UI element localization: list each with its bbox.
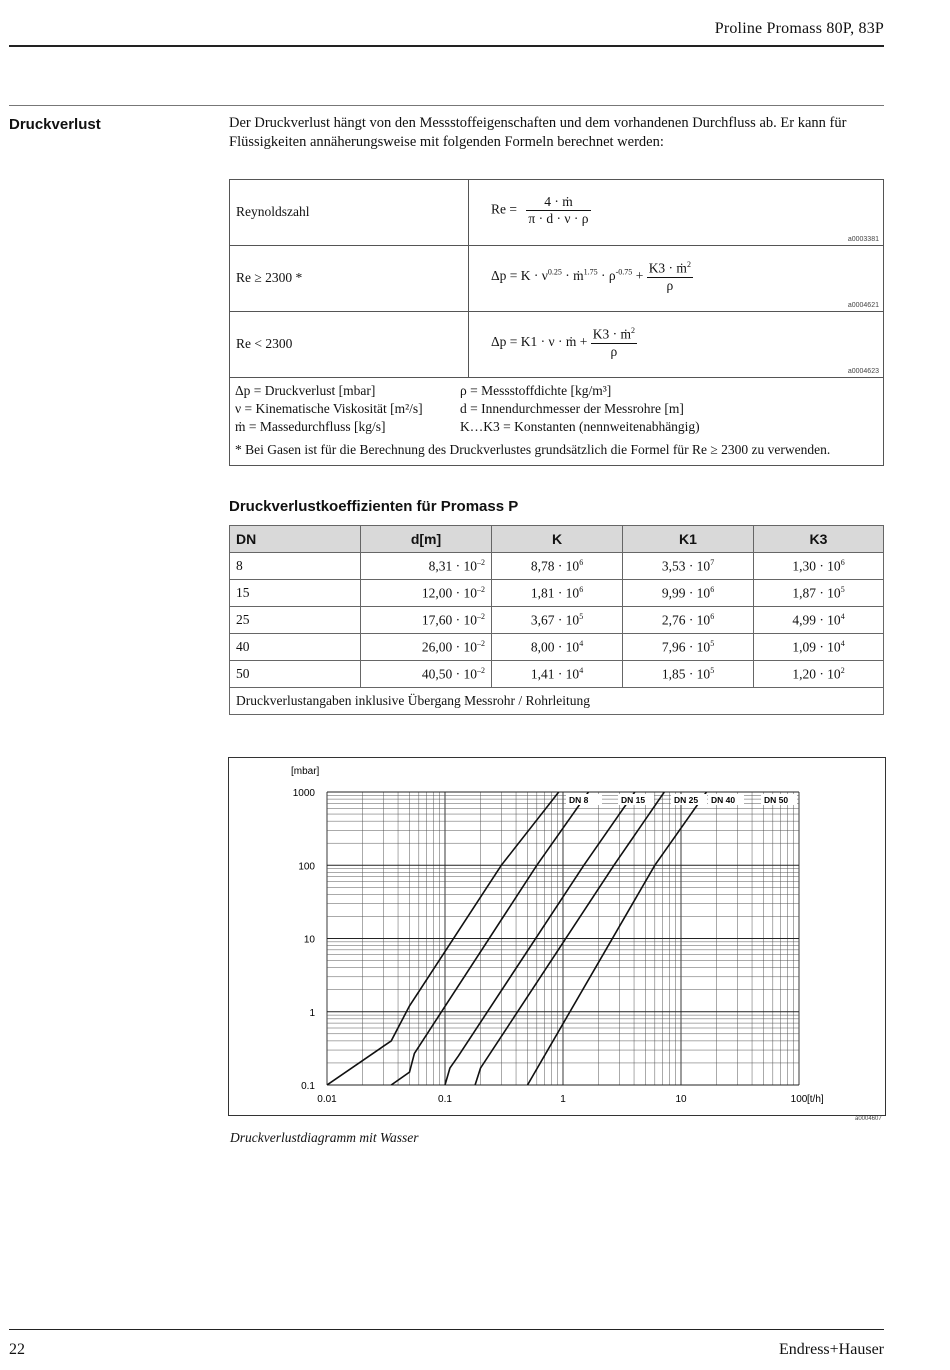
series-line xyxy=(475,758,703,1085)
cell-k3: $4,99 \cdot 10^4$ xyxy=(754,607,884,634)
formula-footnote: * Bei Gasen ist für die Berechnung des Druckverlustes grundsätzlich die Formel für Re ≥ 2300 zu verwenden. xyxy=(235,442,831,457)
x-tick-label: 1 xyxy=(560,1094,566,1105)
document-header-title: Proline Promass 80P, 83P xyxy=(714,20,884,37)
x-tick-label: 0.01 xyxy=(317,1094,337,1105)
table-row xyxy=(230,580,884,607)
cell-d: $8,31 \cdot 10^{-2}$ xyxy=(361,553,492,580)
formula-row-label: Re ≥ 2300 * xyxy=(230,246,469,312)
cell-k1: $1,85 \cdot 10^5$ xyxy=(623,661,754,688)
table-row xyxy=(230,553,884,580)
brand-name: Endress+Hauser xyxy=(779,1341,884,1358)
series-label: DN 25 xyxy=(674,795,699,805)
cell-k3: $1,30 \cdot 10^6$ xyxy=(754,553,884,580)
formula-reynolds: Re = $\frac{\text{4 · ṁ}}{\pi \cdot d \cdot \nu \cdot \rho}$ a0003381 xyxy=(469,180,884,246)
pressure-loss-chart-frame xyxy=(228,757,886,1116)
section-intro: Der Druckverlust hängt von den Messstoffeigenschaften und dem vorhandenen Durchfluss ab. Er kann für Flüssigkeiten annäherungsweise mit folgenden Formeln berechnet werden: xyxy=(229,115,847,150)
x-tick-label: 0.1 xyxy=(438,1094,452,1105)
cell-k: $1,81 \cdot 10^6$ xyxy=(492,580,623,607)
series-line xyxy=(528,758,747,1085)
formula-row-label: Re < 2300 xyxy=(230,312,469,378)
formula-row-label: Reynoldszahl xyxy=(230,180,469,246)
chart-code: a0004607 xyxy=(855,1116,882,1122)
page-number: 22 xyxy=(9,1341,25,1358)
cell-k1: $3,53 \cdot 10^7$ xyxy=(623,553,754,580)
cell-d: $17,60 \cdot 10^{-2}$ xyxy=(361,607,492,634)
formula-laminar: Δp = K1 · ν · ṁ + $\frac{K3 \cdot ṁ^2}{\rho}$ a0004623 xyxy=(469,312,884,378)
cell-k1: $2,76 \cdot 10^6$ xyxy=(623,607,754,634)
cell-k1: $9,99 \cdot 10^6$ xyxy=(623,580,754,607)
legend-item: ρ = Messstoffdichte [kg/m³] xyxy=(460,383,612,398)
y-tick-label: 0.1 xyxy=(301,1081,315,1092)
cell-k3: $1,09 \cdot 10^4$ xyxy=(754,634,884,661)
cell-k: $3,67 \cdot 10^5$ xyxy=(492,607,623,634)
header-rule xyxy=(9,45,884,47)
formula-turbulent: $\Delta p = K \cdot \nu^{0.25}$ · ṁ$^{1.75}$ · $\rho^{-0.75}$ + $\frac{K3 \cdot ṁ^2}{\rho}$ a0004621 xyxy=(469,246,884,312)
table-row xyxy=(230,634,884,661)
cell-dn: 8 xyxy=(230,553,361,580)
table-row xyxy=(230,607,884,634)
legend-item: ṁ = Massedurchfluss [kg/s] xyxy=(235,419,386,434)
col-header: K xyxy=(492,526,623,553)
formula-code: a0003381 xyxy=(847,236,879,243)
col-header: d[m] xyxy=(361,526,492,553)
cell-d: $12,00 \cdot 10^{-2}$ xyxy=(361,580,492,607)
col-header: K1 xyxy=(623,526,754,553)
cell-k: $8,00 \cdot 10^4$ xyxy=(492,634,623,661)
series-line xyxy=(445,758,674,1085)
y-tick-label: 1000 xyxy=(292,788,315,799)
x-axis-label: [t/h] xyxy=(807,1094,824,1105)
cell-d: $40,50 \cdot 10^{-2}$ xyxy=(361,661,492,688)
y-tick-label: 1 xyxy=(309,1007,315,1019)
y-tick-label: 10 xyxy=(303,934,315,946)
series-label: DN 40 xyxy=(711,795,736,805)
y-tick-label: 100 xyxy=(298,861,315,873)
formula-code: a0004623 xyxy=(847,368,879,375)
series-label: DN 15 xyxy=(621,795,646,805)
coeff-table xyxy=(229,525,884,715)
coeff-table-footer: Druckverlustangaben inklusive Übergang Messrohr / Rohrleitung xyxy=(230,688,884,715)
table-row xyxy=(230,661,884,688)
cell-k3: $1,87 \cdot 10^5$ xyxy=(754,580,884,607)
cell-k: $8,78 \cdot 10^6$ xyxy=(492,553,623,580)
cell-dn: 40 xyxy=(230,634,361,661)
cell-dn: 15 xyxy=(230,580,361,607)
formula-legend xyxy=(230,378,884,466)
legend-item: K…K3 = Konstanten (nennweitenabhängig) xyxy=(460,419,700,434)
legend-item: Δp = Druckverlust [mbar] xyxy=(235,383,376,398)
cell-k: $1,41 \cdot 10^4$ xyxy=(492,661,623,688)
cell-d: $26,00 \cdot 10^{-2}$ xyxy=(361,634,492,661)
cell-k3: $1,20 \cdot 10^2$ xyxy=(754,661,884,688)
series-label: DN 8 xyxy=(569,795,589,805)
formula-table xyxy=(229,179,884,466)
series-label: DN 50 xyxy=(764,795,789,805)
formula-code: a0004621 xyxy=(847,302,879,309)
cell-k1: $7,96 \cdot 10^5$ xyxy=(623,634,754,661)
y-axis-label: [mbar] xyxy=(291,766,320,777)
footer-rule xyxy=(9,1329,884,1330)
legend-item: ν = Kinematische Viskosität [m²/s] xyxy=(235,401,423,416)
col-header: DN xyxy=(230,526,361,553)
pressure-loss-chart xyxy=(229,758,885,1115)
chart-caption: Druckverlustdiagramm mit Wasser xyxy=(230,1130,419,1145)
legend-item: d = Innendurchmesser der Messrohre [m] xyxy=(460,401,684,416)
coeff-table-title: Druckverlustkoeffizienten für Promass P xyxy=(229,498,519,515)
cell-dn: 25 xyxy=(230,607,361,634)
section-rule xyxy=(9,105,884,106)
x-tick-label: 100 xyxy=(790,1094,808,1105)
x-tick-label: 10 xyxy=(675,1094,687,1105)
series-line xyxy=(327,758,603,1085)
section-label: Druckverlust xyxy=(9,116,101,133)
col-header: K3 xyxy=(754,526,884,553)
cell-dn: 50 xyxy=(230,661,361,688)
